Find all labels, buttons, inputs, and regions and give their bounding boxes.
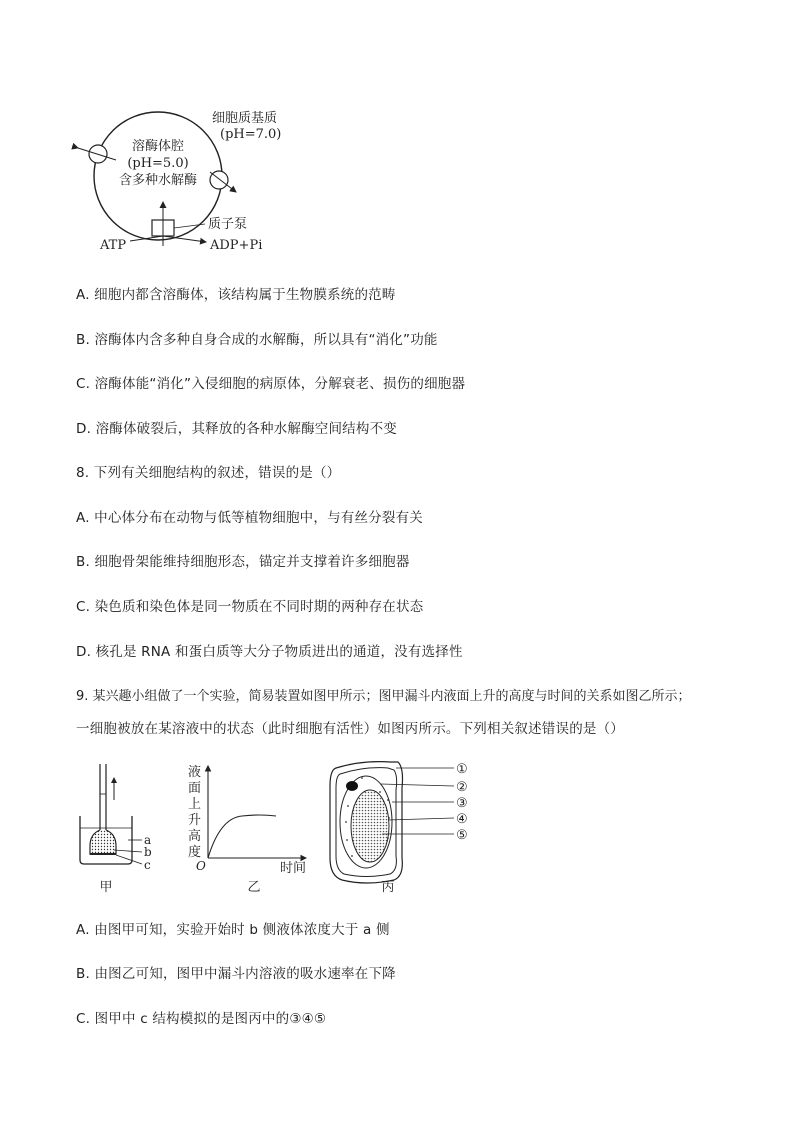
ylabel-char-2: 面 bbox=[188, 781, 202, 796]
q9-stem-line2: 一细胞被放在某溶液中的状态（此时细胞有活性）如图丙所示。下列相关叙述错误的是（） bbox=[76, 721, 624, 737]
q9-option-a: A. 由图甲可知，实验开始时 b 侧液体浓度大于 a 侧 bbox=[76, 922, 390, 938]
caption-bing: 丙 bbox=[381, 880, 395, 895]
q8-option-b: B. 细胞骨架能维持细胞形态，锚定并支撑着许多细胞器 bbox=[76, 554, 410, 570]
q9-option-b: B. 由图乙可知，图甲中漏斗内溶液的吸水速率在下降 bbox=[76, 966, 396, 982]
label-c: c bbox=[144, 858, 151, 872]
q9-option-c: C. 图甲中 c 结构模拟的是图丙中的③④⑤ bbox=[76, 1011, 327, 1027]
xlabel: 时间 bbox=[280, 861, 307, 876]
marker-3: ③ bbox=[456, 796, 468, 811]
ylabel-char-5: 高 bbox=[188, 829, 202, 844]
q7-option-b: B. 溶酶体内含多种自身合成的水解酶，所以具有“消化”功能 bbox=[76, 332, 438, 348]
height-time-graph bbox=[180, 762, 320, 898]
nucleus bbox=[346, 781, 358, 791]
adp-label: ADP+Pi bbox=[210, 238, 263, 253]
funnel-bulb bbox=[90, 830, 116, 854]
q7-option-d: D. 溶酶体破裂后，其释放的各种水解酶空间结构不变 bbox=[76, 421, 397, 437]
figure-bing bbox=[322, 758, 492, 898]
marker-1: ① bbox=[456, 762, 468, 777]
cytosol-title: 细胞质基质 bbox=[212, 111, 278, 126]
figure-yi bbox=[180, 762, 320, 898]
cytosol-ph: (pH=7.0) bbox=[220, 127, 282, 142]
ylabel-char-4: 升 bbox=[188, 813, 202, 828]
plant-cell-diagram bbox=[322, 758, 492, 898]
origin-label: O bbox=[196, 859, 206, 873]
vacuole bbox=[351, 790, 389, 862]
ylabel-char-6: 度 bbox=[188, 845, 202, 860]
lysosome-figure bbox=[70, 100, 300, 260]
atp-label: ATP bbox=[100, 238, 127, 253]
marker-2: ② bbox=[456, 780, 468, 795]
q7-option-a: A. 细胞内都含溶酶体，该结构属于生物膜系统的范畴 bbox=[76, 287, 396, 303]
q7-option-c: C. 溶酶体能“消化”入侵细胞的病原体，分解衰老、损伤的细胞器 bbox=[76, 376, 466, 392]
q8-option-d: D. 核孔是 RNA 和蛋白质等大分子物质进出的通道，没有选择性 bbox=[76, 644, 463, 660]
figure-jia bbox=[70, 758, 160, 898]
lysosome-diagram bbox=[70, 100, 300, 260]
proton-pump-label: 质子泵 bbox=[208, 217, 248, 232]
q9-stem-line1: 9. 某兴趣小组做了一个实验，简易装置如图甲所示；图甲漏斗内液面上升的高度与时间的关系如图乙所示； bbox=[76, 689, 691, 704]
lumen-title: 溶酶体腔 bbox=[131, 139, 185, 154]
caption-jia: 甲 bbox=[99, 880, 113, 895]
osmosis-apparatus bbox=[70, 758, 160, 898]
label-b: b bbox=[144, 845, 152, 859]
q8-option-a: A. 中心体分布在动物与低等植物细胞中，与有丝分裂有关 bbox=[76, 510, 423, 526]
lumen-enzymes: 含多种水解酶 bbox=[118, 173, 198, 188]
marker-4: ④ bbox=[456, 812, 468, 827]
label-a: a bbox=[144, 833, 152, 847]
ylabel-char-1: 液 bbox=[188, 765, 202, 780]
lumen-ph: (pH=5.0) bbox=[127, 156, 189, 171]
marker-5: ⑤ bbox=[456, 828, 468, 843]
caption-yi: 乙 bbox=[247, 880, 261, 895]
q8-stem: 8. 下列有关细胞结构的叙述，错误的是（） bbox=[76, 465, 341, 481]
rise-curve bbox=[208, 815, 276, 858]
q8-option-c: C. 染色质和染色体是同一物质在不同时期的两种存在状态 bbox=[76, 599, 424, 615]
ylabel-char-3: 上 bbox=[188, 797, 202, 812]
